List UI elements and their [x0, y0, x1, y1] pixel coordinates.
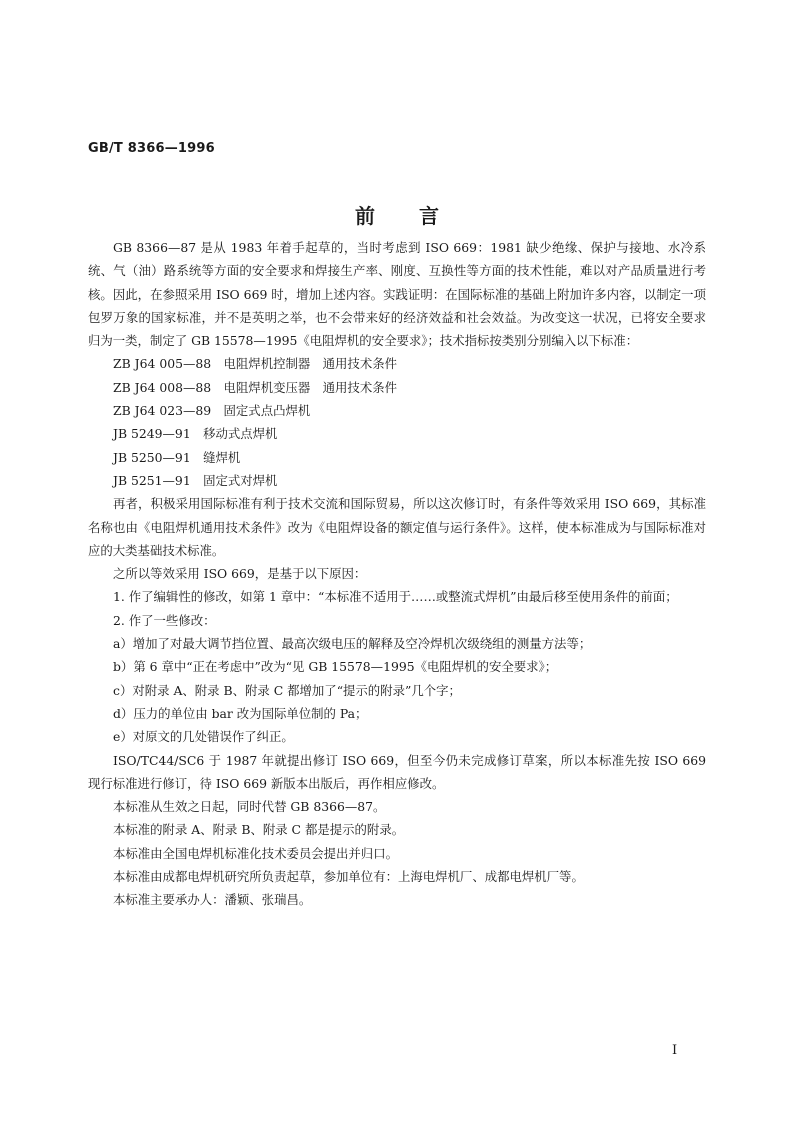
change-item: b）第 6 章中“正在考虑中”改为“见 GB 15578—1995《电阻焊机的安全要求》； — [113, 659, 558, 675]
change-item: d）压力的单位由 bar 改为国际单位制的 Pa； — [113, 705, 368, 721]
closing-paragraph: 本标准主要承办人：潘颖、张瑞昌。 — [113, 892, 312, 908]
standard-list-item: JB 5251—91 固定式对焊机 — [113, 472, 278, 488]
closing-paragraph: 本标准的附录 A、附录 B、附录 C 都是提示的附录。 — [113, 822, 405, 838]
standard-code: GB/T 8366—1996 — [88, 141, 215, 156]
page-number: I — [672, 1043, 678, 1058]
standard-list-item: ZB J64 008—88 电阻焊机变压器 通用技术条件 — [113, 379, 397, 395]
adoption-paragraph: 再者，积极采用国际标准有利于技术交流和国际贸易，所以这次修订时，有条件等效采用 ISO 669，其标准名称也由《电阻焊机通用技术条件》改为《电阻焊设备的额定值与运行条件》。这样，使本标准成为与国际标准对应的大类基础技术标准。 — [88, 496, 706, 558]
intro-paragraph: GB 8366—87 是从 1983 年着手起草的，当时考虑到 ISO 669：1981 缺少绝缘、保护与接地、水冷系统、气（油）路系统等方面的安全要求和焊接生产率、刚度、互换性等方面的技术性能，难以对产品质量进行考核。因此，在参照采用 ISO 669 时，增加上述内容。实践证明：在国际标准的基础上附加许多内容，以制定一项包罗万象的国家标准，并不是英明之举，也不会带来好的经济效益和社会效益。为改变这一状况，已将安全要求归为一类，制定了 GB 15578—1995《电阻焊机的安全要求》；技术指标按类别分别编入以下标准： — [88, 240, 706, 349]
standard-list-item: ZB J64 005—88 电阻焊机控制器 通用技术条件 — [113, 356, 397, 372]
reason-paragraph: 之所以等效采用 ISO 669，是基于以下原因： — [113, 566, 367, 582]
title-char-1: 前 — [355, 204, 375, 228]
closing-paragraph: 本标准从生效之日起，同时代替 GB 8366—87。 — [113, 799, 386, 815]
title-char-2: 言 — [419, 204, 439, 228]
standard-list-item: ZB J64 023—89 固定式点凸焊机 — [113, 403, 311, 419]
reason-item: 1. 作了编辑性的修改，如第 1 章中：“本标准不适用于……或整流式焊机”由最后移至使用条件的前面； — [113, 589, 678, 605]
change-item: e）对原文的几处错误作了纠正。 — [113, 729, 294, 745]
closing-paragraph: 本标准由全国电焊机标准化技术委员会提出并归口。 — [113, 845, 398, 861]
change-item: a）增加了对最大调节挡位置、最高次级电压的解释及空冷焊机次级绕组的测量方法等； — [113, 636, 592, 652]
closing-paragraph: 本标准由成都电焊机研究所负责起草，参加单位有：上海电焊机厂、成都电焊机厂等。 — [113, 869, 584, 885]
closing-paragraph: ISO/TC44/SC6 于 1987 年就提出修订 ISO 669，但至今仍未完成修订草案，所以本标准先按 ISO 669 现行标准进行修订，待 ISO 669 新版本出版后，再作相应修改。 — [88, 752, 706, 791]
foreword-body — [88, 236, 706, 912]
change-item: c）对附录 A、附录 B、附录 C 都增加了“提示的附录”几个字； — [113, 682, 461, 698]
reason-item: 2. 作了一些修改： — [113, 612, 216, 628]
page-title — [0, 200, 794, 229]
standard-list-item: JB 5250—91 缝焊机 — [113, 449, 241, 465]
standard-list-item: JB 5249—91 移动式点焊机 — [113, 426, 278, 442]
